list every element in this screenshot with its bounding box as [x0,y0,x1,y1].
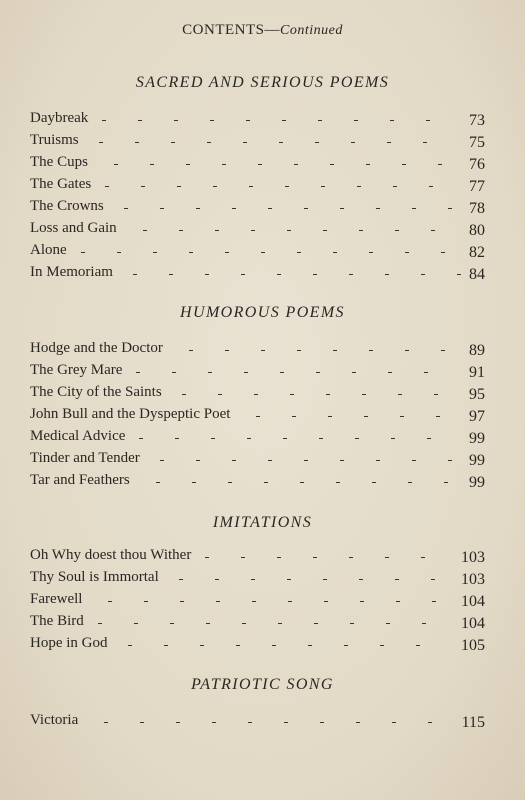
leader-dash [171,142,175,143]
toc-entry[interactable] [30,472,485,494]
leader-dash [206,623,210,624]
leader-dash [138,120,142,121]
entry-title: Hodge and the Doctor [30,340,163,356]
leader-dash [256,416,260,417]
entry-page: 89 [469,342,485,359]
toc-entry[interactable] [30,635,485,657]
header-label: CONTENTS— [182,22,280,38]
leader-dash [278,623,282,624]
entry-title: Victoria [30,712,79,728]
leader-dash [175,438,179,439]
leader-dash [441,252,445,253]
leader-dash [356,722,360,723]
leader-dash [386,623,390,624]
leader-dash [328,416,332,417]
leader-dash [360,601,364,602]
leader-dash [448,460,452,461]
leader-dash [179,230,183,231]
leader-dash [313,557,317,558]
leader-dash [243,142,247,143]
leader-dash [376,460,380,461]
leader-dash [225,252,229,253]
leader-dash [143,230,147,231]
leader-dash [164,645,168,646]
leader-dash [200,645,204,646]
toc-entry[interactable] [30,569,485,591]
leader-dash [182,394,186,395]
entry-title: The Cups [30,154,88,170]
entry-page: 75 [469,134,485,151]
toc-entry[interactable] [30,110,485,132]
leader-dash [351,142,355,143]
entry-title: Hope in God [30,635,108,651]
section-title-imitations: IMITATIONS [212,514,313,531]
leader-dash [268,208,272,209]
leader-dash [330,164,334,165]
entry-page: 84 [469,266,485,283]
leader-dash [174,120,178,121]
leader-dash [196,208,200,209]
leader-dash [249,186,253,187]
leader-dash [428,722,432,723]
leader-dash [421,557,425,558]
leader-dash [434,394,438,395]
leader-dash [352,372,356,373]
entry-page: 77 [469,178,485,195]
leader-dash [248,722,252,723]
leader-dash [215,579,219,580]
leader-dash [416,645,420,646]
leader-dash [316,372,320,373]
leader-dash [395,579,399,580]
leader-dash [153,252,157,253]
leader-dash [392,722,396,723]
leader-dash [186,164,190,165]
leader-dash [314,623,318,624]
leader-dash [320,722,324,723]
leader-dash [402,164,406,165]
toc-entry[interactable] [30,613,485,635]
leader-dash [272,645,276,646]
leader-dash [349,557,353,558]
leader-dash [172,372,176,373]
leader-dash [232,460,236,461]
entry-title: The Bird [30,613,84,629]
leader-dash [268,460,272,461]
leader-dash [252,601,256,602]
leader-dash [117,252,121,253]
leader-dash [444,482,448,483]
entry-title: The Grey Mare [30,362,123,378]
leader-dash [264,482,268,483]
leader-dash [179,579,183,580]
leader-dash [319,438,323,439]
toc-entry[interactable] [30,176,485,198]
toc-entry[interactable] [30,428,485,450]
leader-dash [324,601,328,602]
leader-dash [241,274,245,275]
leader-dash [390,120,394,121]
entry-page: 76 [469,156,485,173]
leader-dash [189,252,193,253]
leader-dash [222,164,226,165]
leader-dash [244,372,248,373]
entry-title: The Gates [30,176,92,192]
leader-dash [423,142,427,143]
entry-title: The Crowns [30,198,104,214]
entry-title: Loss and Gain [30,220,117,236]
leader-dash [261,252,265,253]
leader-dash [210,120,214,121]
leader-dash [189,350,193,351]
leader-dash [412,460,416,461]
leader-dash [136,372,140,373]
leader-dash [400,416,404,417]
leader-dash [300,482,304,483]
entry-title: Farewell [30,591,83,607]
leader-dash [144,601,148,602]
toc-entry[interactable] [30,362,485,384]
leader-dash [288,601,292,602]
toc-entry[interactable] [30,547,485,569]
leader-dash [372,482,376,483]
leader-dash [380,645,384,646]
leader-dash [431,579,435,580]
leader-dash [169,274,173,275]
leader-dash [287,230,291,231]
leader-dash [108,601,112,602]
leader-dash [393,186,397,187]
leader-dash [140,722,144,723]
leader-dash [323,230,327,231]
leader-dash [133,274,137,275]
leader-dash [304,208,308,209]
leader-dash [225,350,229,351]
leader-dash [251,579,255,580]
leader-dash [215,230,219,231]
leader-dash [254,394,258,395]
leader-dash [396,601,400,602]
leader-dash [236,645,240,646]
leader-dash [357,186,361,187]
leader-dash [277,557,281,558]
leader-dash [102,120,106,121]
entry-page: 99 [469,430,485,447]
leader-dash [139,438,143,439]
leader-dash [336,482,340,483]
leader-dash [385,274,389,275]
entry-title: Tar and Feathers [30,472,130,488]
leader-dash [304,460,308,461]
entry-page: 99 [469,452,485,469]
leader-dash [388,372,392,373]
leader-dash [294,164,298,165]
entry-title: The City of the Saints [30,384,162,400]
header-continued: Continued [280,23,343,38]
leader-dash [180,601,184,602]
leader-dash [150,164,154,165]
toc-entry[interactable] [30,384,485,406]
entry-title: Oh Why doest thou Wither [30,547,192,563]
leader-dash [196,460,200,461]
leader-dash [405,350,409,351]
leader-dash [104,722,108,723]
entry-title: Truisms [30,132,79,148]
entry-page: 73 [469,112,485,129]
leader-dash [280,372,284,373]
leader-dash [326,394,330,395]
leader-dash [216,601,220,602]
leader-dash [124,208,128,209]
leader-dash [323,579,327,580]
leader-dash [246,120,250,121]
leader-dash [366,164,370,165]
leader-dash [421,274,425,275]
leader-dash [212,722,216,723]
leader-dash [315,142,319,143]
toc-entry[interactable] [30,132,485,154]
leader-dash [376,208,380,209]
leader-dash [105,186,109,187]
leader-dash [218,394,222,395]
entry-page: 103 [461,571,485,588]
leader-dash [177,186,181,187]
leader-dash [192,482,196,483]
leader-dash [354,120,358,121]
leader-dash [279,142,283,143]
leader-dash [431,230,435,231]
leader-dash [408,482,412,483]
leader-dash [98,623,102,624]
leader-dash [457,274,461,275]
entry-page: 80 [469,222,485,239]
entry-title: Daybreak [30,110,89,126]
entry-title: Alone [30,242,67,258]
leader-dash [160,460,164,461]
leader-dash [349,274,353,275]
toc-entry[interactable] [30,450,485,472]
leader-dash [387,142,391,143]
leader-dash [448,208,452,209]
leader-dash [205,557,209,558]
toc-entry[interactable] [30,591,485,613]
leader-dash [261,350,265,351]
leader-dash [422,623,426,624]
leader-dash [283,438,287,439]
leader-dash [176,722,180,723]
leader-dash [427,438,431,439]
leader-dash [141,186,145,187]
leader-dash [258,164,262,165]
toc-entry[interactable] [30,154,485,176]
entry-page: 105 [461,637,485,654]
leader-dash [359,579,363,580]
section-title-sacred: SACRED AND SERIOUS POEMS [135,74,390,91]
leader-dash [297,252,301,253]
leader-dash [441,350,445,351]
leader-dash [321,186,325,187]
page-header [0,22,525,39]
leader-dash [282,120,286,121]
leader-dash [205,274,209,275]
toc-entry[interactable] [30,340,485,362]
leader-dash [285,186,289,187]
toc-entry[interactable] [30,264,485,286]
leader-dash [287,579,291,580]
leader-dash [359,230,363,231]
leader-dash [395,230,399,231]
leader-dash [340,208,344,209]
leader-dash [313,274,317,275]
leader-dash [436,416,440,417]
leader-dash [160,208,164,209]
leader-dash [135,142,139,143]
entry-title: John Bull and the Dyspeptic Poet [30,406,231,422]
entry-page: 99 [469,474,485,491]
leader-dash [247,438,251,439]
leader-dash [385,557,389,558]
leader-dash [99,142,103,143]
leader-dash [424,372,428,373]
toc-entry[interactable] [30,712,485,734]
section-title-humorous: HUMOROUS POEMS [180,304,345,321]
leader-dash [207,142,211,143]
leader-dash [241,557,245,558]
entry-page: 104 [461,615,485,632]
leader-dash [232,208,236,209]
entry-page: 78 [469,200,485,217]
leader-dash [128,645,132,646]
leader-dash [426,120,430,121]
leader-dash [308,645,312,646]
leader-dash [369,350,373,351]
leader-dash [297,350,301,351]
leader-dash [170,623,174,624]
entry-title: Thy Soul is Immortal [30,569,159,585]
entry-page: 104 [461,593,485,610]
leader-dash [362,394,366,395]
leader-dash [228,482,232,483]
leader-dash [350,623,354,624]
leader-dash [134,623,138,624]
entry-page: 82 [469,244,485,261]
entry-title: Tinder and Tender [30,450,140,466]
toc-entry[interactable] [30,242,485,264]
leader-dash [364,416,368,417]
toc-entry[interactable] [30,406,485,428]
leader-dash [211,438,215,439]
leader-dash [114,164,118,165]
leader-dash [398,394,402,395]
section-title-patriotic: PATRIOTIC SONG [191,676,334,693]
leader-dash [242,623,246,624]
leader-dash [213,186,217,187]
leader-dash [340,460,344,461]
toc-entry[interactable] [30,198,485,220]
leader-dash [292,416,296,417]
leader-dash [432,601,436,602]
leader-dash [429,186,433,187]
leader-dash [344,645,348,646]
leader-dash [208,372,212,373]
leader-dash [284,722,288,723]
leader-dash [156,482,160,483]
leader-dash [405,252,409,253]
entry-page: 91 [469,364,485,381]
leader-dash [355,438,359,439]
entry-page: 115 [461,714,485,731]
entry-title: In Memoriam [30,264,113,280]
leader-dash [277,274,281,275]
leader-dash [412,208,416,209]
entry-page: 95 [469,386,485,403]
entry-page: 103 [461,549,485,566]
leader-dash [318,120,322,121]
leader-dash [251,230,255,231]
leader-dash [333,350,337,351]
leader-dash [391,438,395,439]
toc-entry[interactable] [30,220,485,242]
leader-dash [333,252,337,253]
leader-dash [369,252,373,253]
entry-page: 97 [469,408,485,425]
leader-dash [81,252,85,253]
leader-dash [290,394,294,395]
entry-title: Medical Advice [30,428,126,444]
leader-dash [438,164,442,165]
